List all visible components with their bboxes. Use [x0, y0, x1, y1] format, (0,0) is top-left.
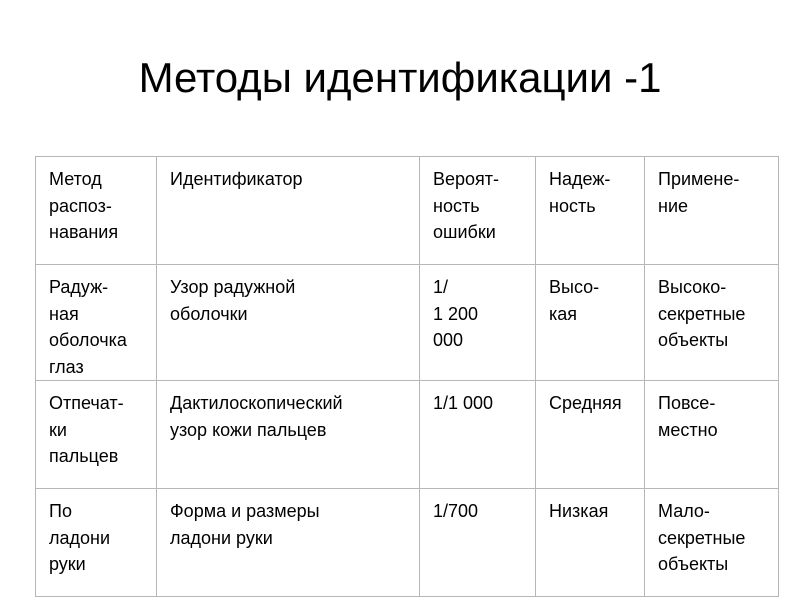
cell-text-line: пальцев — [49, 446, 119, 466]
cell-reliability — [536, 489, 645, 597]
cell-text-line: Вероят- — [433, 169, 500, 189]
cell-reliability — [536, 265, 645, 381]
cell-reliability — [536, 381, 645, 489]
cell-text-line: Форма и размеры — [170, 501, 320, 521]
header-method — [36, 157, 157, 265]
cell-text-line: ки — [49, 419, 67, 440]
cell-error-probability — [420, 381, 536, 489]
cell-method — [36, 265, 157, 381]
cell-text-line: ная — [49, 303, 79, 324]
cell-identifier — [157, 265, 420, 381]
cell-text-line: По — [49, 501, 72, 521]
cell-application — [645, 489, 779, 597]
cell-text-line: ладони — [49, 527, 111, 548]
cell-text-line: Радуж- — [49, 277, 109, 297]
cell-method — [36, 489, 157, 597]
cell-text-line: секретные — [658, 303, 746, 324]
cell-text-line: Дактилоскопический — [170, 393, 343, 413]
cell-text-line: местно — [658, 419, 718, 440]
cell-text-line: ность — [549, 195, 596, 216]
cell-application — [645, 381, 779, 489]
cell-text-line: оболочка — [49, 330, 127, 350]
cell-text-line: секретные — [658, 527, 746, 548]
cell-text-line: руки — [49, 554, 86, 574]
header-reliability — [536, 157, 645, 265]
cell-text-line: 1 200 — [433, 303, 479, 324]
cell-text-line: Средняя — [549, 393, 622, 413]
cell-text-line: ние — [658, 195, 689, 216]
cell-text-line: навания — [49, 222, 119, 242]
cell-identifier — [157, 381, 420, 489]
cell-text-line: объекты — [658, 554, 729, 574]
cell-text-line: 1/ — [433, 277, 449, 297]
cell-text-line: оболочки — [170, 303, 248, 324]
cell-text-line: ность — [433, 195, 480, 216]
table-header-row — [36, 157, 779, 265]
table-row — [36, 381, 779, 489]
cell-text-line: объекты — [658, 330, 729, 350]
cell-text-line: Надеж- — [549, 169, 611, 189]
cell-text-line: Высоко- — [658, 277, 727, 297]
cell-text-line: ошибки — [433, 222, 496, 242]
cell-text-line: глаз — [49, 356, 84, 377]
cell-text-line: Повсе- — [658, 393, 716, 413]
identification-methods-table — [35, 156, 779, 597]
cell-text-line: 1/1 000 — [433, 393, 494, 413]
header-identifier — [157, 157, 420, 265]
cell-text-line: Метод — [49, 169, 102, 189]
cell-text-line: 000 — [433, 330, 464, 350]
cell-text-line: Отпечат- — [49, 393, 124, 413]
cell-error-probability — [420, 489, 536, 597]
cell-text-line: 1/700 — [433, 501, 479, 521]
cell-text-line: ладони руки — [170, 527, 273, 548]
header-application — [645, 157, 779, 265]
cell-text-line: Узор радужной — [170, 277, 296, 297]
cell-text-line: Низкая — [549, 501, 609, 521]
cell-application — [645, 265, 779, 381]
cell-identifier — [157, 489, 420, 597]
cell-text-line: Высо- — [549, 277, 600, 297]
cell-text-line: узор кожи пальцев — [170, 419, 327, 440]
cell-text-line: кая — [549, 303, 578, 324]
cell-text-line: Идентификатор — [170, 169, 303, 189]
cell-text-line: Мало- — [658, 501, 710, 521]
cell-error-probability — [420, 265, 536, 381]
cell-text-line: распоз- — [49, 195, 112, 216]
table-row — [36, 489, 779, 597]
cell-text-line: Примене- — [658, 169, 740, 189]
page-title: Методы идентификации -1 — [138, 54, 662, 101]
table-row — [36, 265, 779, 381]
header-error-probability — [420, 157, 536, 265]
cell-method — [36, 381, 157, 489]
